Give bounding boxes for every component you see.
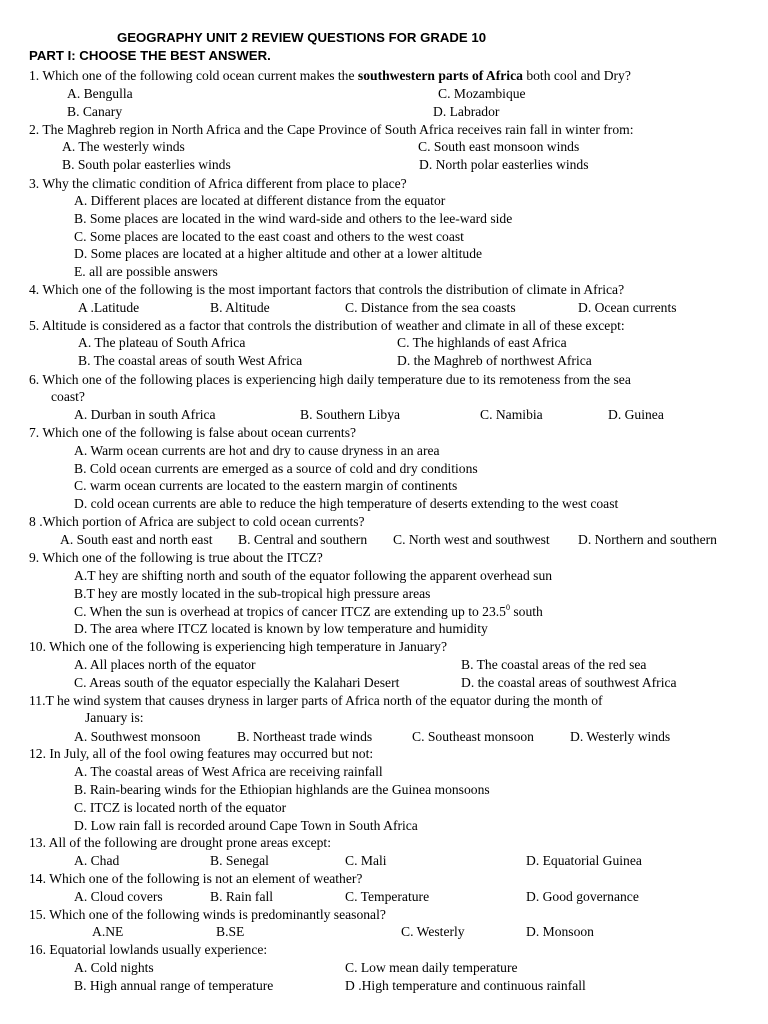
question-12-option-a: A. The coastal areas of West Africa are receiving rainfall (74, 764, 383, 779)
question-16-option-b: B. High annual range of temperature (74, 978, 274, 993)
question-10-option-a: A. All places north of the equator (74, 657, 256, 672)
question-13-option-b: B. Senegal (210, 853, 269, 868)
question-4-option-d: D. Ocean currents (578, 300, 677, 315)
question-12-option-d: D. Low rain fall is recorded around Cape Town in South Africa (74, 818, 418, 833)
question-12-option-c: C. ITCZ is located north of the equator (74, 800, 287, 815)
question-1-option-d: D. Labrador (433, 104, 500, 119)
question-9-stem: 9. Which one of the following is true about the ITCZ? (29, 550, 323, 565)
question-15-option-d: D. Monsoon (526, 924, 594, 939)
question-3-option-b: B. Some places are located in the wind ward-side and others to the lee-ward side (74, 211, 513, 226)
question-13-option-c: C. Mali (345, 853, 387, 868)
question-14-stem: 14. Which one of the following is not an element of weather? (29, 871, 363, 886)
question-7-option-a: A. Warm ocean currents are hot and dry to cause dryness in an area (74, 443, 440, 458)
question-8-option-b: B. Central and southern (238, 532, 368, 547)
question-1-option-b: B. Canary (67, 104, 123, 119)
question-14-option-c: C. Temperature (345, 889, 430, 904)
question-10-stem: 10. Which one of the following is experiencing high temperature in January? (29, 639, 448, 654)
page-title: GEOGRAPHY UNIT 2 REVIEW QUESTIONS FOR GRADE 10 (117, 30, 487, 45)
question-5-option-a: A. The plateau of South Africa (78, 335, 246, 350)
question-11-stem-continued: January is: (85, 710, 144, 725)
question-1-emphasis: southwestern parts of Africa (357, 68, 523, 83)
question-6-option-c: C. Namibia (480, 407, 543, 422)
question-6-option-d: D. Guinea (608, 407, 664, 422)
question-6-option-a: A. Durban in south Africa (74, 407, 216, 422)
question-7-stem: 7. Which one of the following is false about ocean currents? (29, 425, 357, 440)
question-11-option-a: A. Southwest monsoon (74, 729, 201, 744)
part-heading: PART I: CHOOSE THE BEST ANSWER. (29, 48, 271, 63)
question-15-option-b: B.SE (216, 924, 245, 939)
question-11-option-c: C. Southeast monsoon (412, 729, 534, 744)
question-15-option-a: A.NE (92, 924, 124, 939)
question-4-option-c: C. Distance from the sea coasts (345, 300, 516, 315)
question-9-option-d: D. The area where ITCZ located is known by low temperature and humidity (74, 621, 488, 636)
question-8-stem: 8 .Which portion of Africa are subject to cold ocean currents? (29, 514, 365, 529)
question-16-option-d: D .High temperature and continuous rainfall (345, 978, 586, 993)
question-16-option-c: C. Low mean daily temperature (345, 960, 518, 975)
question-6-stem: 6. Which one of the following places is experiencing high daily temperature due to its remoteness from the sea (29, 372, 631, 387)
question-7-option-d: D. cold ocean currents are able to reduce the high temperature of deserts extending to the west coast (74, 496, 619, 511)
question-3-option-c: C. Some places are located to the east coast and others to the west coast (74, 229, 464, 244)
question-10-option-c: C. Areas south of the equator especially the Kalahari Desert (74, 675, 400, 690)
question-5-option-c: C. The highlands of east Africa (397, 335, 567, 350)
question-5-stem: 5. Altitude is considered as a factor that controls the distribution of weather and climate in all of these except: (29, 318, 625, 333)
question-14-option-b: B. Rain fall (210, 889, 274, 904)
question-11-option-d: D. Westerly winds (570, 729, 671, 744)
question-9-option-c: C. When the sun is overhead at tropics of cancer ITCZ are extending up to 23.5$^0$ south (74, 603, 543, 619)
question-8-option-c: C. North west and southwest (393, 532, 550, 547)
question-11-stem: 11.T he wind system that causes dryness in larger parts of Africa north of the equator during the month of (29, 693, 603, 708)
question-6-stem-continued: coast? (51, 389, 85, 404)
question-8-option-d: D. Northern and southern (578, 532, 717, 547)
question-2-option-a: A. The westerly winds (62, 139, 185, 154)
question-4-stem: 4. Which one of the following is the most important factors that controls the distribution of climate in Africa? (29, 282, 625, 297)
question-3-option-a: A. Different places are located at different distance from the equator (74, 193, 446, 208)
question-11-option-b: B. Northeast trade winds (237, 729, 373, 744)
question-13-option-a: A. Chad (74, 853, 120, 868)
question-10-option-d: D. the coastal areas of southwest Africa (461, 675, 677, 690)
question-6-option-b: B. Southern Libya (300, 407, 401, 422)
question-16-option-a: A. Cold nights (74, 960, 154, 975)
question-8-option-a: A. South east and north east (60, 532, 213, 547)
question-9-option-a: A.T hey are shifting north and south of the equator following the apparent overhead sun (74, 568, 553, 583)
degree-superscript: 0 (505, 603, 510, 612)
question-5-option-b: B. The coastal areas of south West Africa (78, 353, 303, 368)
question-2-option-d: D. North polar easterlies winds (419, 157, 589, 172)
question-5-option-d: D. the Maghreb of northwest Africa (397, 353, 592, 368)
question-2-stem: 2. The Maghreb region in North Africa and the Cape Province of South Africa receives rain fall in winter from: (29, 122, 634, 137)
question-15-stem: 15. Which one of the following winds is predominantly seasonal? (29, 907, 386, 922)
question-4-option-b: B. Altitude (210, 300, 270, 315)
question-12-stem: 12. In July, all of the fool owing features may occurred but not: (29, 746, 374, 761)
question-12-option-b: B. Rain-bearing winds for the Ethiopian highlands are the Guinea monsoons (74, 782, 490, 797)
question-4-option-a: A .Latitude (78, 300, 140, 315)
question-7-option-c: C. warm ocean currents are located to the eastern margin of continents (74, 478, 458, 493)
question-1-option-a: A. Bengulla (67, 86, 133, 101)
question-3-option-d: D. Some places are located at a higher altitude and other at a lower altitude (74, 246, 483, 261)
question-9-option-b: B.T hey are mostly located in the sub-tropical high pressure areas (74, 586, 431, 601)
question-2-option-b: B. South polar easterlies winds (62, 157, 231, 172)
question-1-option-c: C. Mozambique (438, 86, 526, 101)
question-14-option-d: D. Good governance (526, 889, 639, 904)
question-10-option-b: B. The coastal areas of the red sea (461, 657, 647, 672)
question-13-stem: 13. All of the following are drought prone areas except: (29, 835, 331, 850)
question-3-stem: 3. Why the climatic condition of Africa different from place to place? (29, 176, 407, 191)
question-14-option-a: A. Cloud covers (74, 889, 163, 904)
question-1-stem: 1. Which one of the following cold ocean current makes the southwestern parts of Africa both cool and Dry? (29, 68, 631, 83)
question-7-option-b: B. Cold ocean currents are emerged as a source of cold and dry conditions (74, 461, 478, 476)
question-15-option-c: C. Westerly (401, 924, 465, 939)
question-2-option-c: C. South east monsoon winds (418, 139, 580, 154)
question-16-stem: 16. Equatorial lowlands usually experience: (29, 942, 268, 957)
question-13-option-d: D. Equatorial Guinea (526, 853, 642, 868)
question-3-option-e: E. all are possible answers (74, 264, 218, 279)
